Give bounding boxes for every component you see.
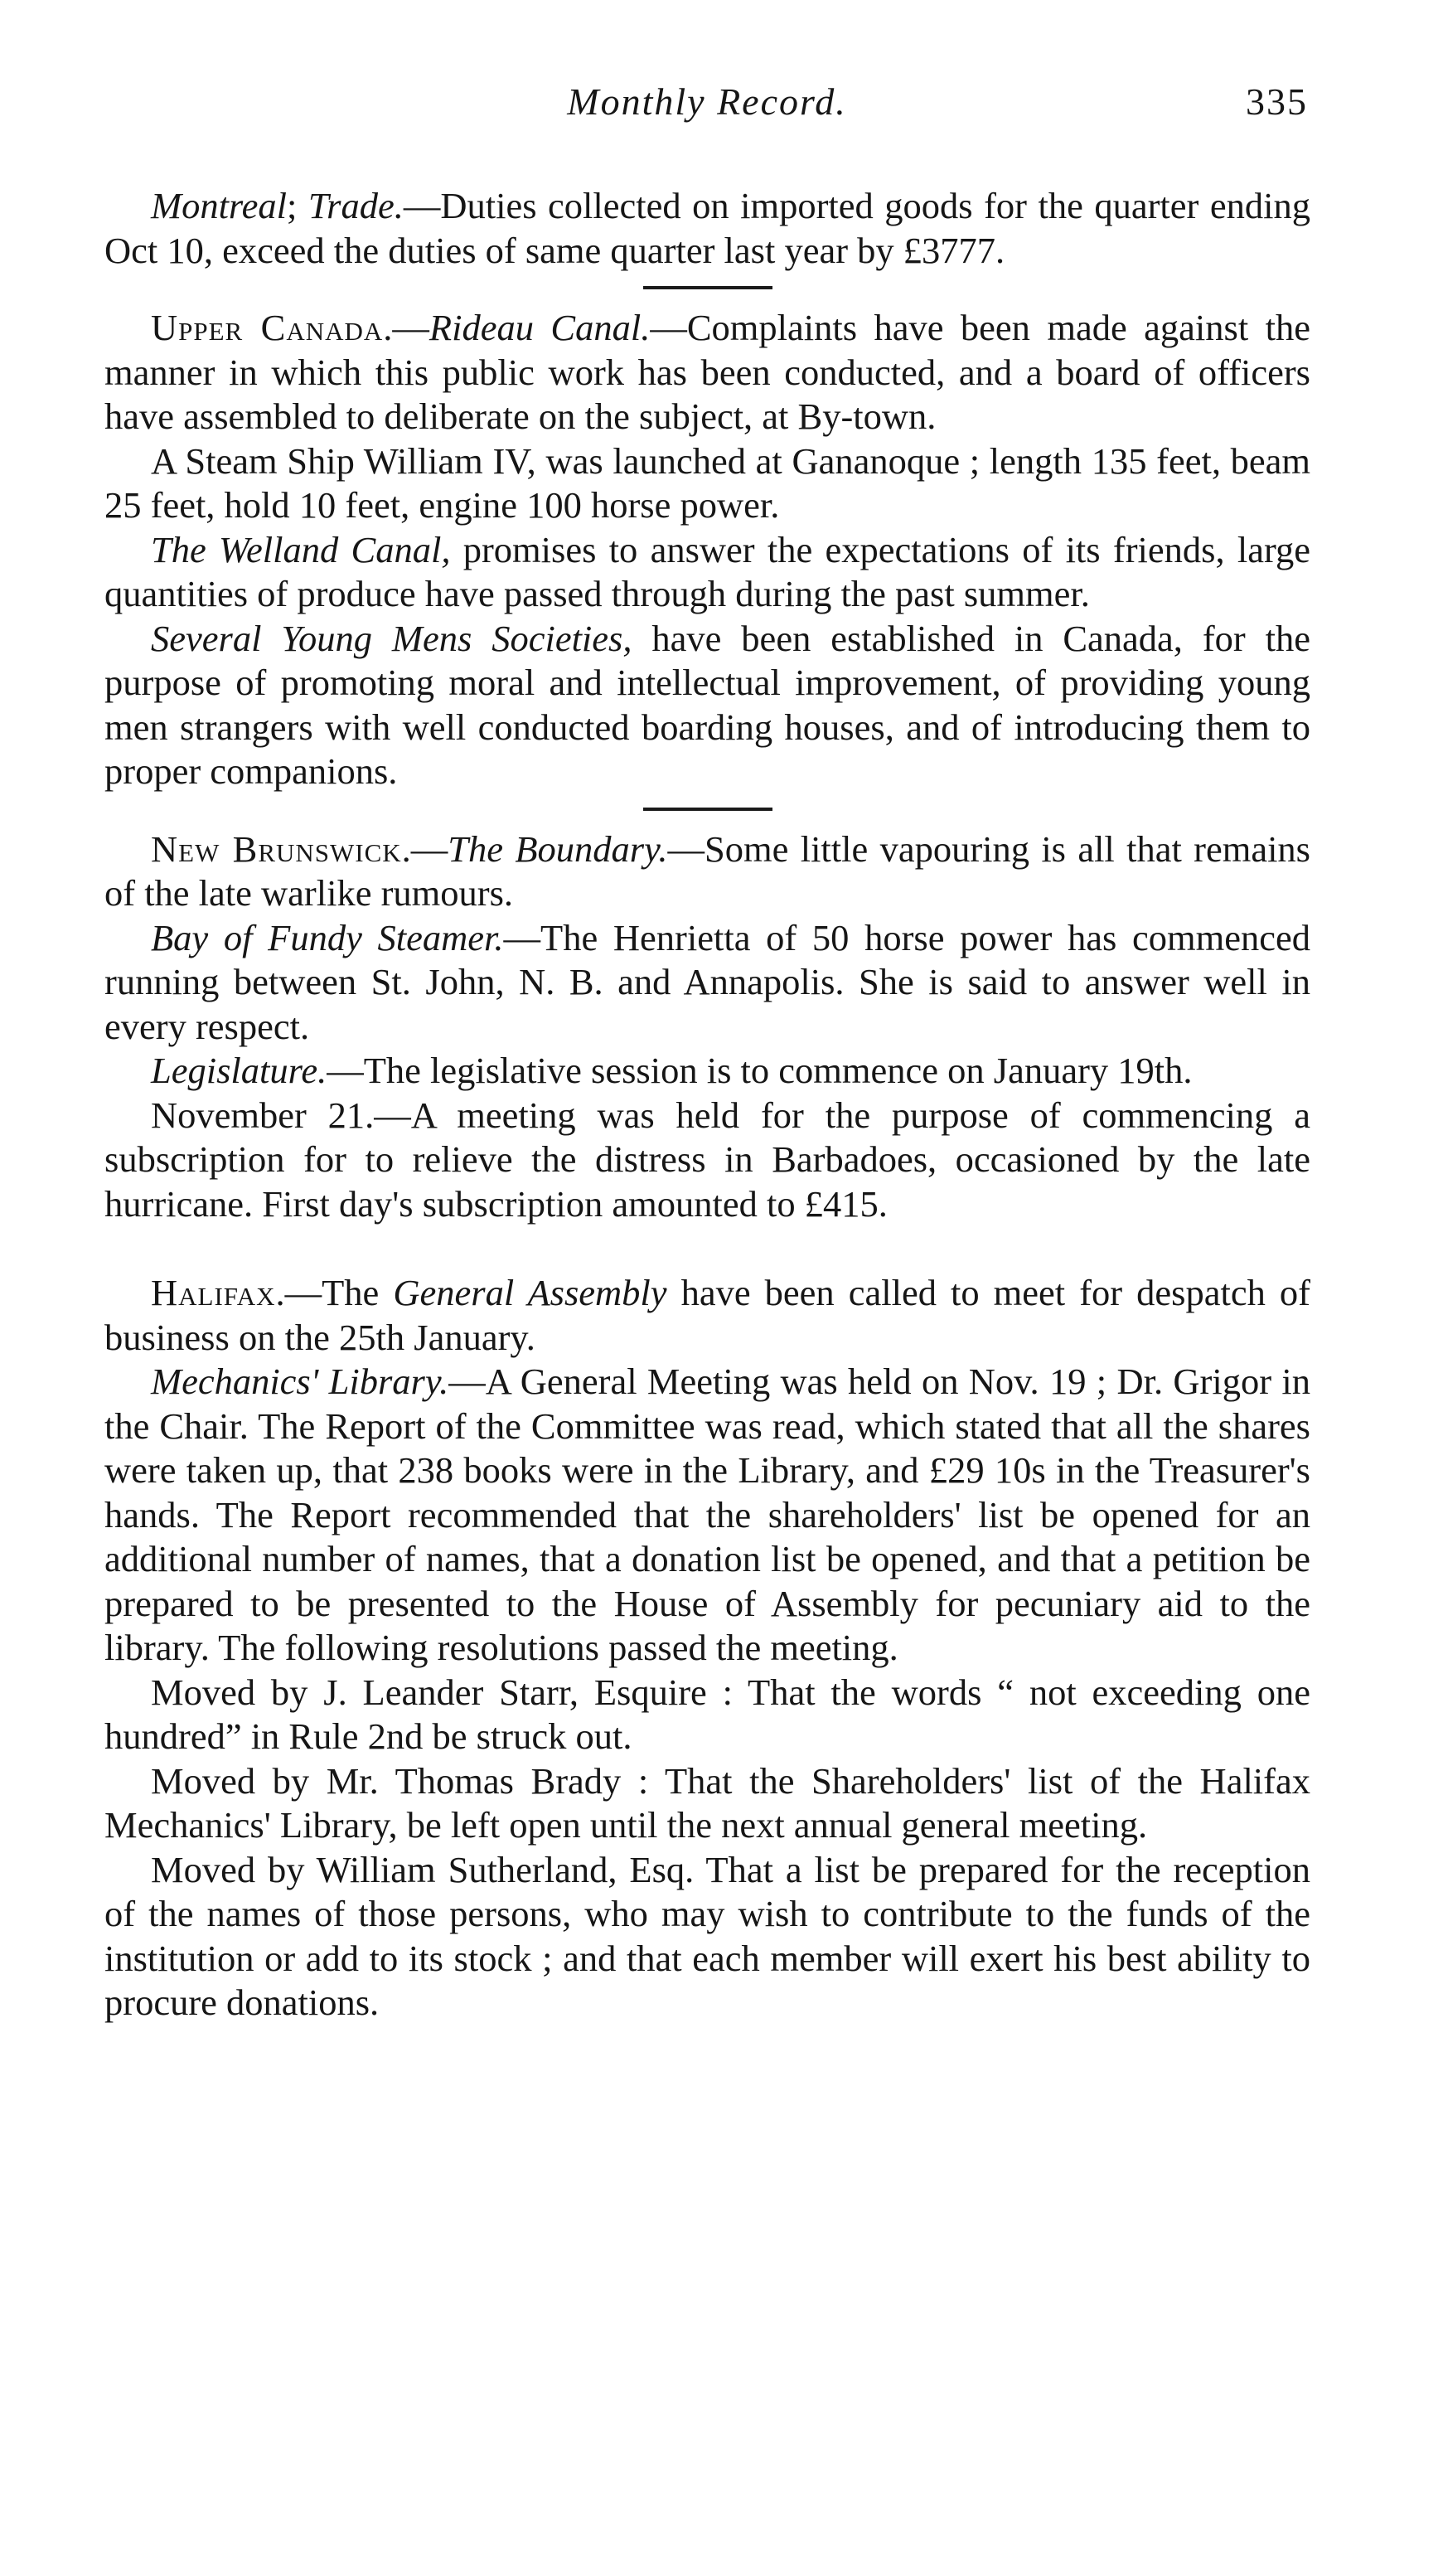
steam-ship-text: A Steam Ship William IV, was launched at Gananoque ; length 135 feet, beam 25 feet, hold 10 feet, engine 100 horse power. bbox=[104, 439, 1310, 526]
montreal-trade-paragraph bbox=[104, 184, 1310, 273]
new-brunswick-separator: .— bbox=[401, 827, 448, 870]
welland-canal-topic: The Welland Canal, bbox=[151, 528, 451, 570]
page-number: 335 bbox=[1246, 80, 1308, 123]
general-assembly-text: have been called to meet for despatch of business on the 25th January. bbox=[104, 1272, 1310, 1358]
brady-motion-paragraph bbox=[104, 1759, 1310, 1848]
sutherland-motion-paragraph bbox=[104, 1848, 1310, 2025]
new-brunswick-heading: New Brunswick bbox=[151, 827, 402, 870]
starr-motion-paragraph bbox=[104, 1671, 1310, 1759]
mechanics-library-paragraph bbox=[104, 1360, 1310, 1671]
legislature-text: —The legislative session is to commence on January 19th. bbox=[327, 1050, 1193, 1091]
young-mens-societies-topic: Several Young Mens Societies, bbox=[151, 617, 632, 659]
running-title: Monthly Record. bbox=[567, 80, 847, 123]
welland-canal-text: promises to answer the expectations of its friends, large quantities of produce have passed through during the past summer. bbox=[104, 528, 1310, 614]
montreal-text: —Duties collected on imported goods for the quarter ending Oct 10, exceed the duties of same quarter last year by £3777. bbox=[104, 185, 1310, 271]
rideau-canal-text: —Complaints have been made against the manner in which this public work has been conducted, and a board of officers have assembled to deliberate on the subject, at By-town. bbox=[104, 307, 1310, 437]
starr-motion-text: Moved by J. Leander Starr, Esquire : That the words “ not exceeding one hundred” in Rule 2nd be struck out. bbox=[104, 1671, 1310, 1757]
legislature-topic: Legislature. bbox=[151, 1050, 327, 1091]
welland-canal-paragraph bbox=[104, 528, 1310, 617]
montreal-topic: Trade. bbox=[307, 185, 404, 226]
page-header bbox=[106, 80, 1308, 129]
montreal-place: Montreal bbox=[151, 185, 287, 226]
mechanics-library-topic: Mechanics' Library. bbox=[151, 1361, 449, 1402]
halifax-assembly-pre: The bbox=[322, 1272, 394, 1313]
upper-canada-rideau-paragraph bbox=[104, 306, 1310, 439]
legislature-paragraph bbox=[104, 1049, 1310, 1094]
general-assembly-topic: General Assembly bbox=[393, 1272, 667, 1313]
upper-canada-heading: Upper Canada bbox=[151, 307, 384, 348]
young-mens-societies-text: have been established in Canada, for the purpose of promoting moral and intellectual improvement, of providing young men strangers with well conducted boarding houses, and of introducing them to proper companions. bbox=[104, 617, 1310, 792]
brady-motion-text: Moved by Mr. Thomas Brady : That the Shareholders' list of the Halifax Mechanics' Library, be left open until the next annual general meeting. bbox=[104, 1759, 1310, 1846]
bay-of-fundy-paragraph bbox=[104, 916, 1310, 1050]
page-body bbox=[104, 184, 1310, 2025]
young-mens-societies-paragraph bbox=[104, 617, 1310, 794]
bay-of-fundy-text: —The Henrietta of 50 horse power has commenced running between St. John, N. B. and Annapolis. She is said to answer well in every respect. bbox=[104, 916, 1311, 1047]
upper-canada-separator: .— bbox=[383, 307, 429, 348]
boundary-topic: The Boundary. bbox=[448, 827, 668, 870]
halifax-assembly-paragraph bbox=[104, 1271, 1310, 1360]
boundary-text: —Some little vapouring is all that remains of the late warlike rumours. bbox=[104, 827, 1311, 914]
rideau-canal-topic: Rideau Canal. bbox=[429, 307, 651, 348]
november-meeting-text: November 21.—A meeting was held for the purpose of commencing a subscription for to relieve the distress in Barbadoes, occasioned by the late hurricane. First day's subscription amounted to £415. bbox=[104, 1094, 1310, 1225]
mechanics-library-text: —A General Meeting was held on Nov. 19 ; Dr. Grigor in the Chair. The Report of the Committee was read, which stated that all the shares were taken up, that 238 books were in the Library, and £29 10s in the Treasurer's hands. The Report recommended that the shareholders' list be opened for an additional number of names, that a donation list be opened, and that a petition be prepared to be presented to the House of Assembly for pecuniary aid to the library. The following resolutions passed the meeting. bbox=[104, 1361, 1310, 1668]
steam-ship-paragraph bbox=[104, 439, 1310, 528]
november-meeting-paragraph bbox=[104, 1094, 1310, 1227]
bay-of-fundy-topic: Bay of Fundy Steamer. bbox=[151, 916, 504, 958]
sutherland-motion-text: Moved by William Sutherland, Esq. That a list be prepared for the reception of the names of those persons, who may wish to contribute to the funds of the institution or add to its stock ; and that each member will exert his best ability to procure donations. bbox=[104, 1848, 1310, 2023]
halifax-heading: Halifax bbox=[151, 1272, 276, 1313]
montreal-separator: ; bbox=[286, 185, 308, 226]
new-brunswick-boundary-paragraph bbox=[104, 827, 1310, 916]
halifax-separator: .— bbox=[275, 1272, 322, 1313]
